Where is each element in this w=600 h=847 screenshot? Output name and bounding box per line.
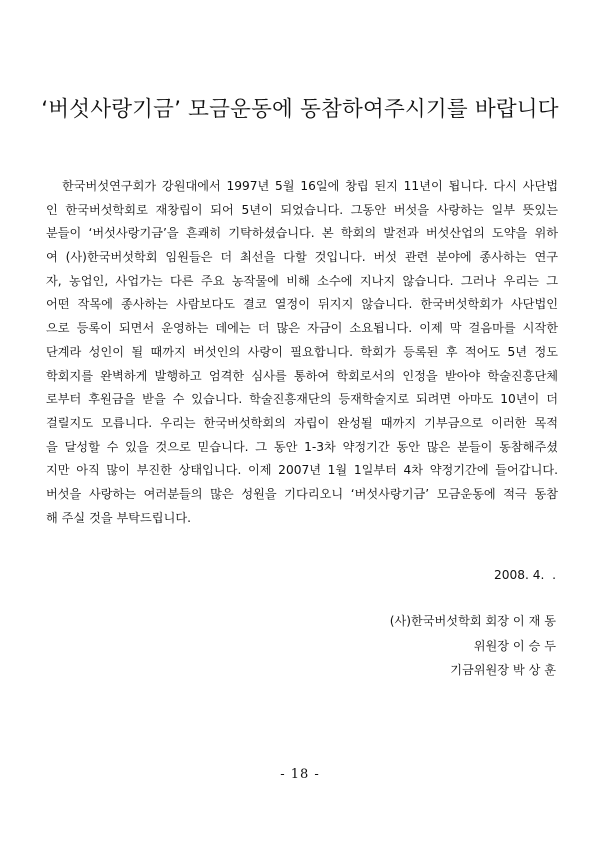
body-line: 을 달성할 수 있을 것으로 믿습니다. 그 동안 1-3차 약정기간 동안 많은 분들이 동참해주셨 xyxy=(46,439,558,454)
body-line: 여 (사)한국버섯학회 임원들은 더 최선을 다할 것입니다. 버섯 관련 분야에 종사하는 연구 xyxy=(46,250,558,265)
body-line: 걸릴지도 모릅니다. 우리는 한국버섯학회의 자립이 완성될 때까지 기부금으로 이러한 목적 xyxy=(46,415,558,430)
body-line: 단계라 성인이 될 때까지 버섯인의 사랑이 필요합니다. 학회가 등록된 후 적어도 5년 정도 xyxy=(46,344,558,359)
page-title: ‘버섯사랑기금’ 모금운동에 동참하여주시기를 바랍니다 xyxy=(41,97,559,122)
signatory-chairman: 위원장 이 승 두 xyxy=(473,639,556,653)
body-line: 분들이 ‘버섯사랑기금’을 흔쾌히 기탁하셨습니다. 본 학회의 발전과 버섯산업의 도약을 위하 xyxy=(46,226,558,241)
letter-body xyxy=(46,175,558,530)
body-line: 인 한국버섯학회로 재창립이 되어 5년이 되었습니다. 그동안 버섯을 사랑하는 일부 뜻있는 xyxy=(46,202,558,217)
signatory-president: (사)한국버섯학회 회장 이 재 동 xyxy=(389,614,556,628)
body-line: 로부터 후원금을 받을 수 있습니다. 학술진흥재단의 등재학술지로 되려면 아마도 10년이 더 xyxy=(46,392,558,407)
page-number: - 18 - xyxy=(280,767,320,782)
body-line: 으로 등록이 되면서 운영하는 데에는 더 많은 자금이 소요됩니다. 이제 막 걸음마를 시작한 xyxy=(46,321,558,336)
body-line: 지만 아직 많이 부진한 상태입니다. 이제 2007년 1월 1일부터 4차 약정기간에 들어갑니다. xyxy=(46,463,558,478)
body-line: 한국버섯연구회가 강원대에서 1997년 5월 16일에 창립 된지 11년이 됩니다. 다시 사단법 xyxy=(62,179,558,193)
body-line: 어떤 작목에 종사하는 사람보다도 결코 열정이 뒤지지 않습니다. 한국버섯학회가 사단법인 xyxy=(46,297,558,312)
letter-date: 2008. 4. . xyxy=(493,568,556,582)
signatory-fund-chairman: 기금위원장 박 상 훈 xyxy=(450,663,556,677)
body-line: 자, 농업인, 사업가는 다른 주요 농작물에 비해 소수에 지나지 않습니다. 그러나 우리는 그 xyxy=(46,273,558,288)
body-line: 버섯을 사랑하는 여러분들의 많은 성원을 기다리오니 ‘버섯사랑기금’ 모금운동에 적극 동참 xyxy=(46,486,558,501)
body-line: 학회지를 완벽하게 발행하고 엄격한 심사를 통하여 학회로서의 인정을 받아야 학술진흥단체 xyxy=(46,368,558,383)
body-line: 해 주실 것을 부탁드립니다. xyxy=(46,510,192,525)
